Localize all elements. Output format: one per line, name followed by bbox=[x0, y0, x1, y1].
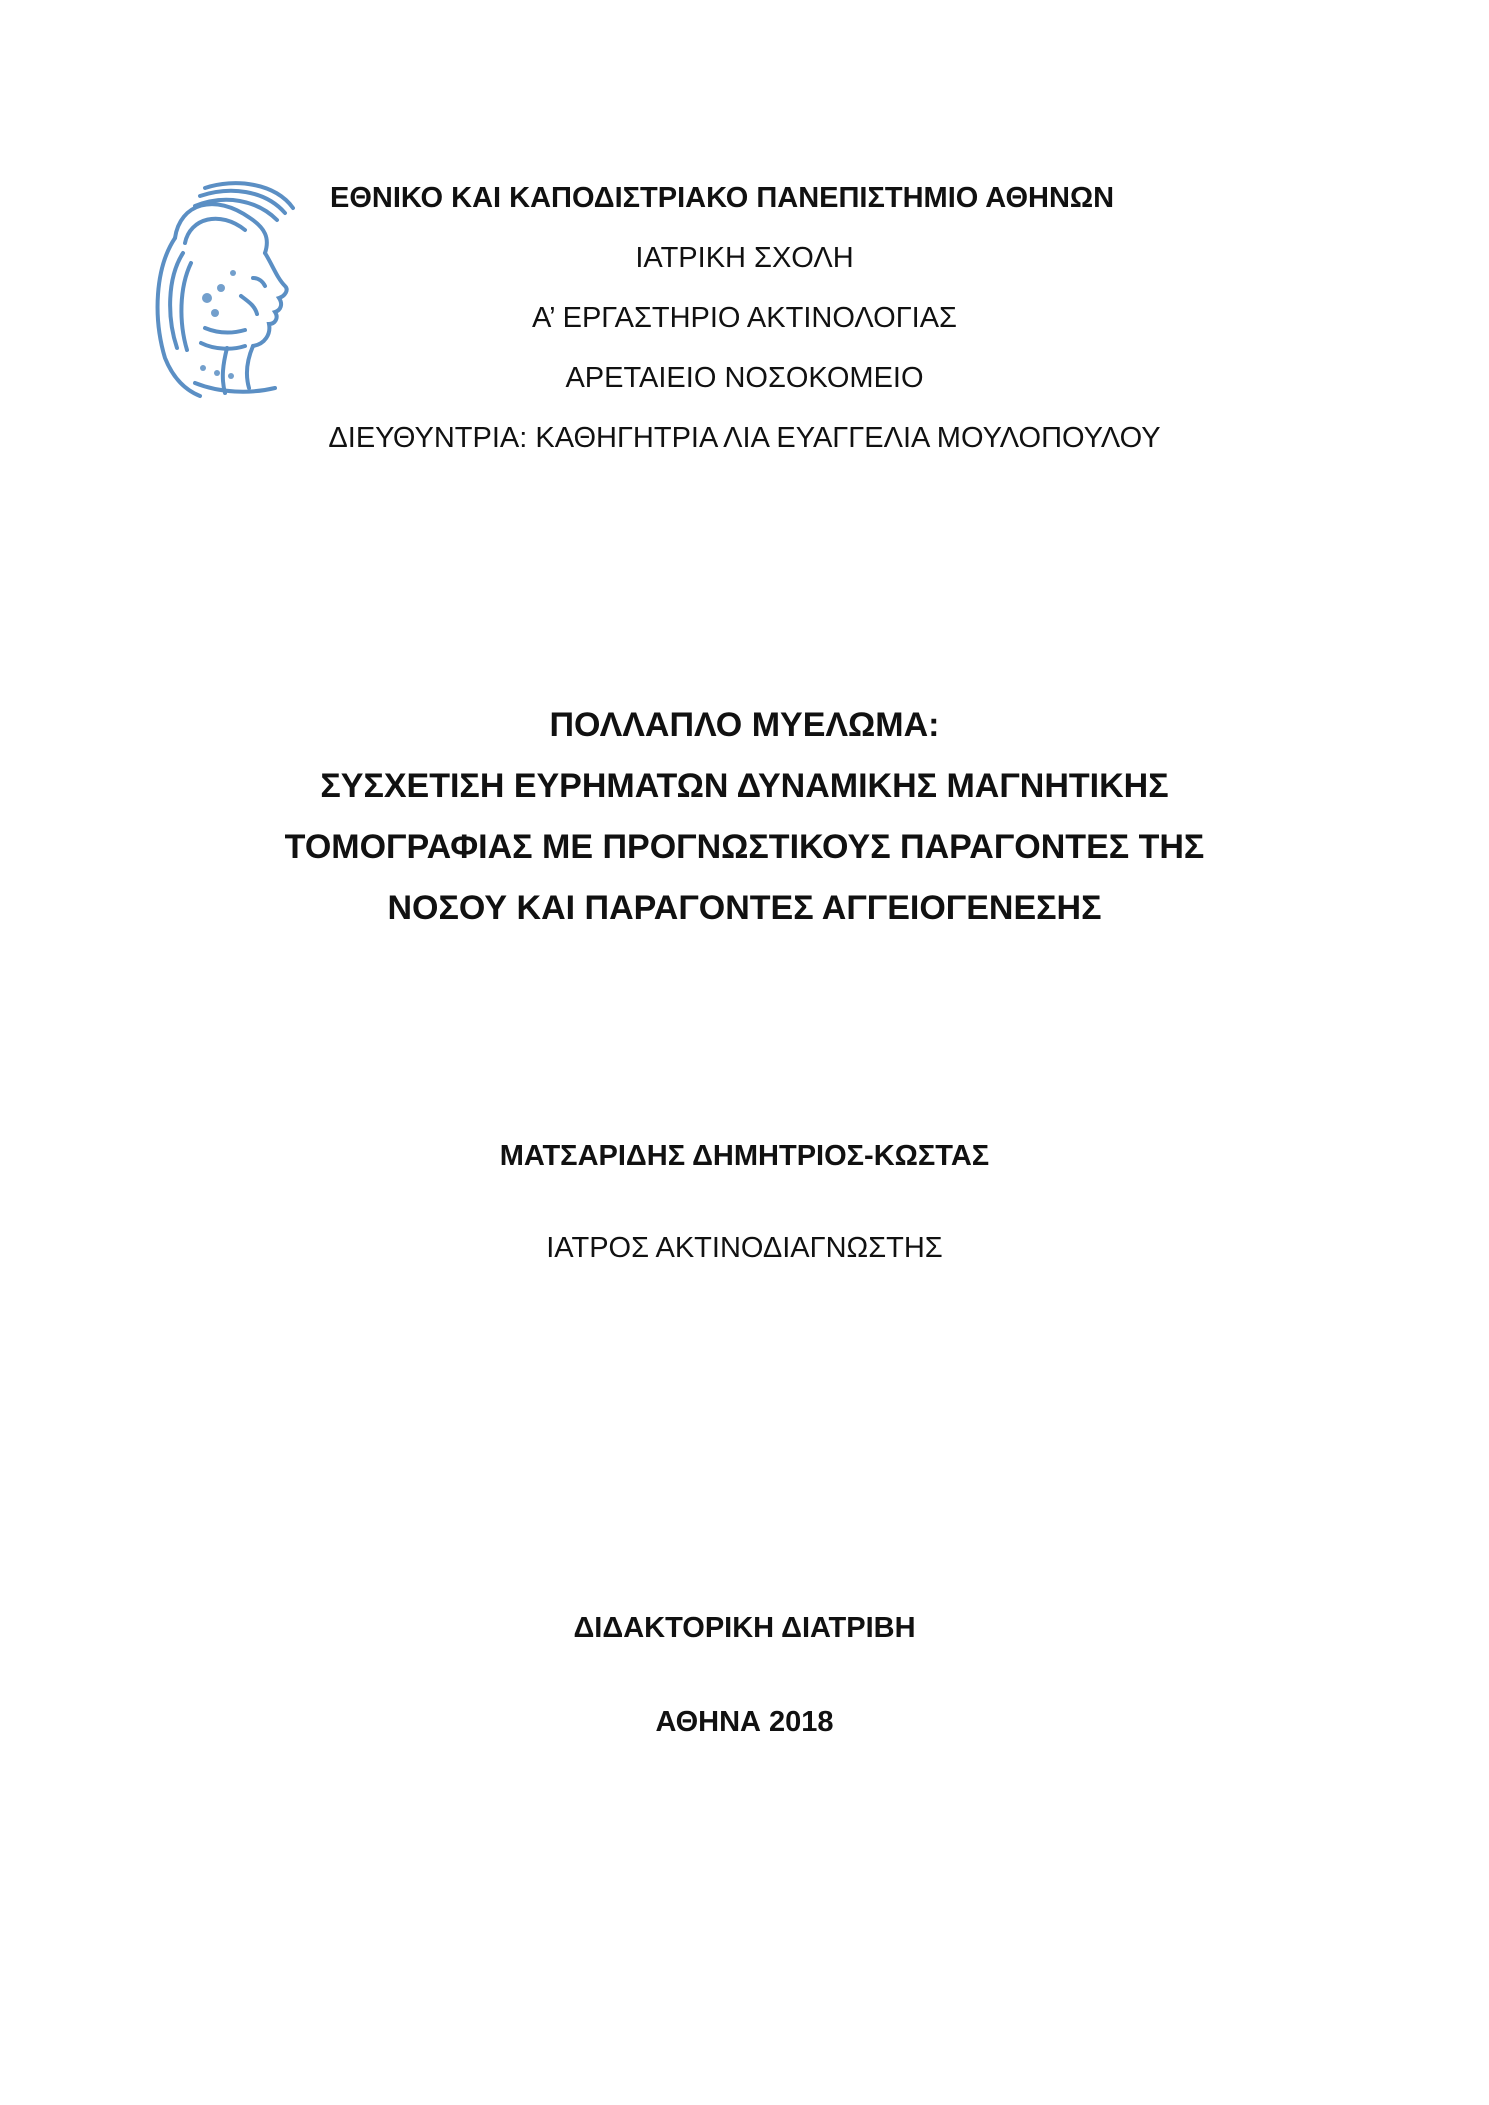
hospital-name: ΑΡΕΤΑΙΕΙΟ ΝΟΣΟΚΟΜΕΙΟ bbox=[565, 362, 924, 394]
author-role: ΙΑΤΡΟΣ ΑΚΤΙΝΟΔΙΑΓΝΩΣΤΗΣ bbox=[546, 1232, 943, 1264]
title-line-1: ΠΟΛΛΑΠΛΟ ΜΥΕΛΩΜΑ: bbox=[549, 706, 940, 744]
document-type: ΔΙΔΑΚΤΟΡΙΚΗ ΔΙΑΤΡΙΒΗ bbox=[573, 1612, 916, 1644]
place-year: ΑΘΗΝΑ 2018 bbox=[655, 1706, 834, 1738]
author-name: ΜΑΤΣΑΡΙΔΗΣ ΔΗΜΗΤΡΙΟΣ-ΚΩΣΤΑΣ bbox=[499, 1140, 990, 1172]
lab-name: Α’ ΕΡΓΑΣΤΗΡΙΟ ΑΚΤΙΝΟΛΟΓΙΑΣ bbox=[531, 302, 957, 334]
school-name: ΙΑΤΡΙΚΗ ΣΧΟΛΗ bbox=[635, 242, 854, 274]
title-line-3: ΤΟΜΟΓΡΑΦΙΑΣ ΜΕ ΠΡΟΓΝΩΣΤΙΚΟΥΣ ΠΑΡΑΓΟΝΤΕΣ ΤΗΣ bbox=[284, 828, 1205, 866]
director-line: ΔΙΕΥΘΥΝΤΡΙΑ: ΚΑΘΗΓΗΤΡΙΑ ΛΙΑ ΕΥΑΓΓΕΛΙΑ ΜΟΥΛΟΠΟΥΛΟΥ bbox=[328, 422, 1161, 454]
title-line-2: ΣΥΣΧΕΤΙΣΗ ΕΥΡΗΜΑΤΩΝ ΔΥΝΑΜΙΚΗΣ ΜΑΓΝΗΤΙΚΗΣ bbox=[320, 767, 1169, 805]
university-name: ΕΘΝΙΚΟ ΚΑΙ ΚΑΠΟΔΙΣΤΡΙΑΚΟ ΠΑΝΕΠΙΣΤΗΜΙΟ ΑΘΗΝΩΝ bbox=[330, 182, 1115, 214]
title-line-4: ΝΟΣΟΥ ΚΑΙ ΠΑΡΑΓΟΝΤΕΣ ΑΓΓΕΙΟΓΕΝΕΣΗΣ bbox=[387, 889, 1102, 927]
